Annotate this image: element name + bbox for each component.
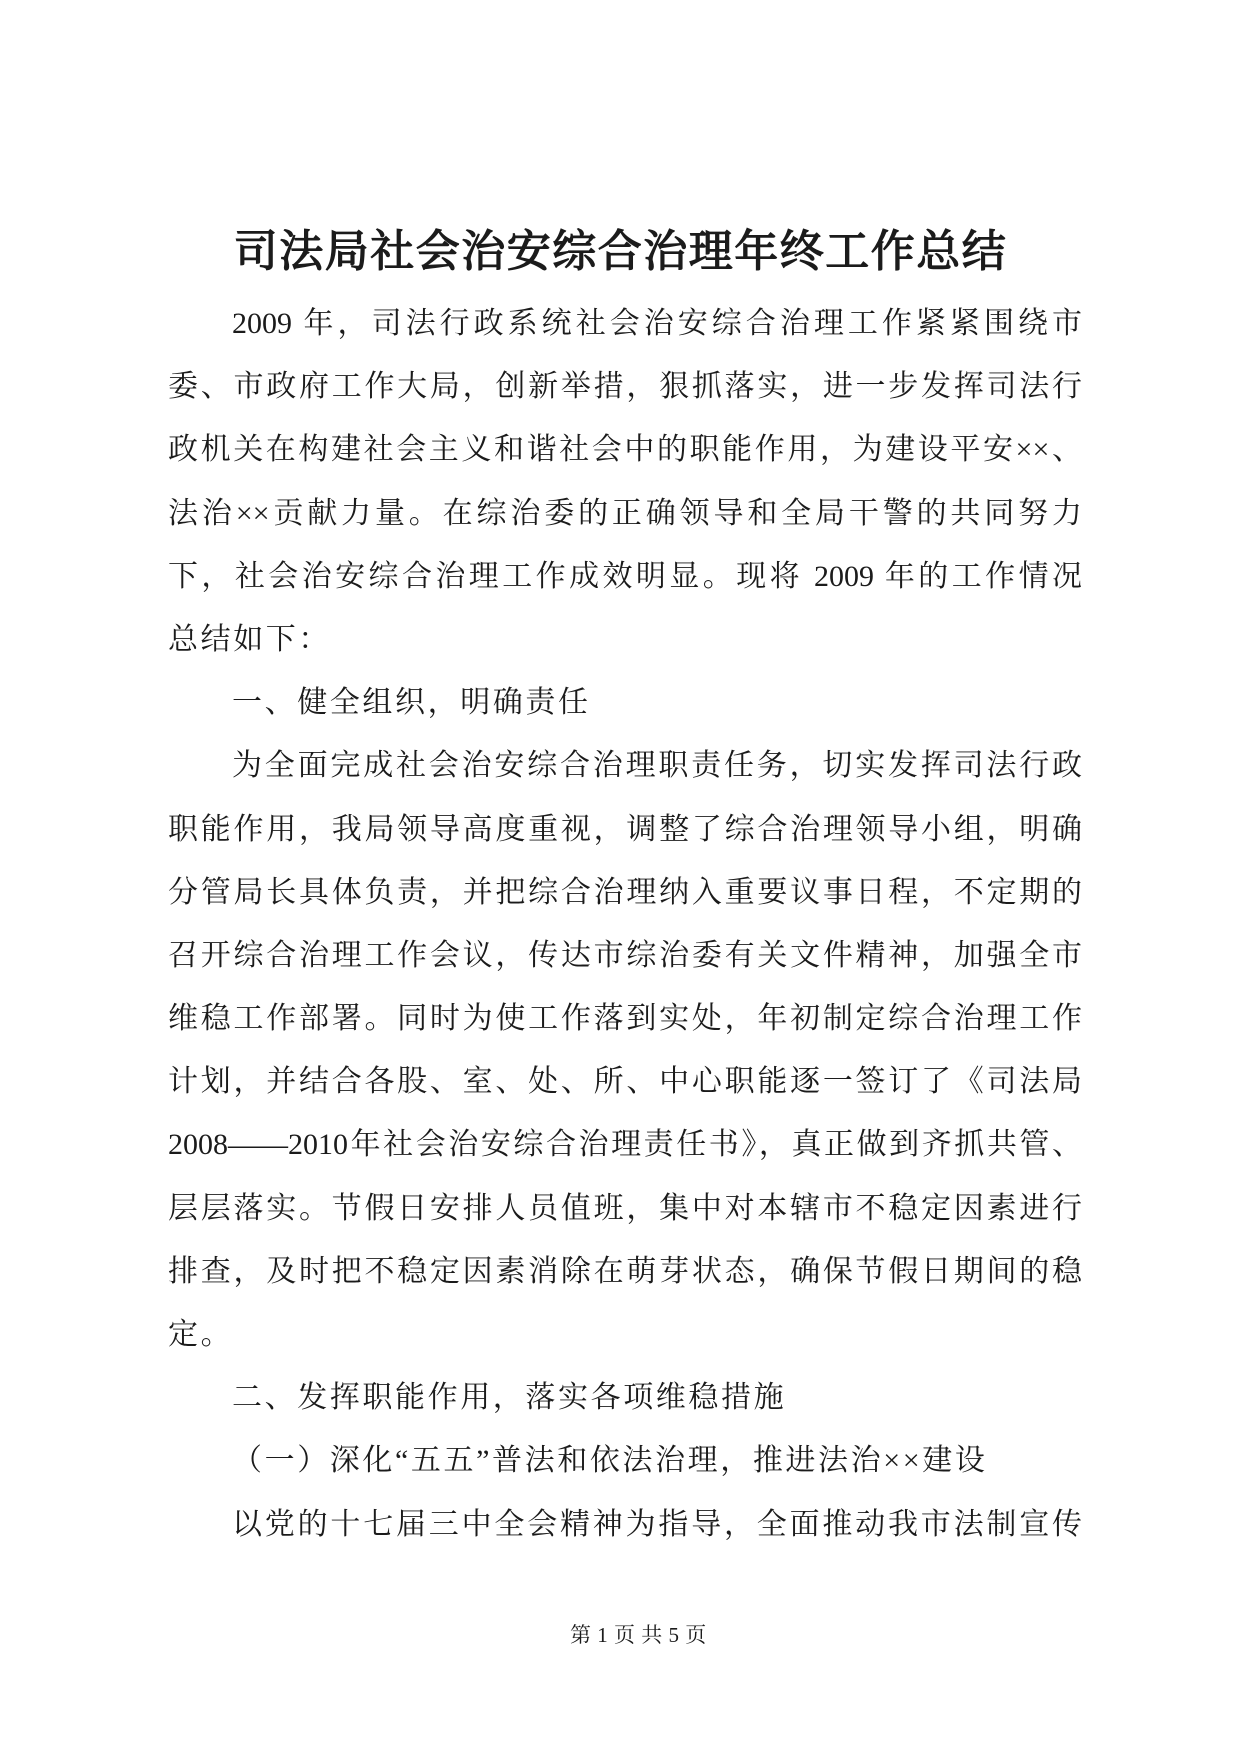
paragraph-line: 委、市政府工作大局，创新举措，狠抓落实，进一步发挥司法行	[168, 370, 1082, 404]
document-title: 司法局社会治安综合治理年终工作总结	[233, 227, 1008, 276]
page-footer: 第 1 页 共 5 页	[570, 1623, 707, 1647]
paragraph-line: 层层落实。节假日安排人员值班，集中对本辖市不稳定因素进行	[168, 1191, 1082, 1225]
subsection-heading: （一）深化“五五”普法和依法治理，推进法治××建设	[232, 1444, 988, 1478]
paragraph-line: 召开综合治理工作会议，传达市综治委有关文件精神，加强全市	[168, 938, 1082, 972]
section-heading: 二、发挥职能作用，落实各项维稳措施	[232, 1381, 787, 1415]
paragraph-line: 法治××贡献力量。在综治委的正确领导和全局干警的共同努力	[168, 496, 1082, 530]
paragraph-line: 为全面完成社会治安综合治理职责任务，切实发挥司法行政	[232, 749, 1082, 783]
paragraph-line: 以党的十七届三中全会精神为指导，全面推动我市法制宣传	[232, 1507, 1082, 1541]
paragraph-line: 职能作用，我局领导高度重视，调整了综合治理领导小组，明确	[168, 812, 1082, 846]
paragraph-line: 分管局长具体负责，并把综合治理纳入重要议事日程，不定期的	[168, 875, 1082, 909]
document-body	[168, 292, 1082, 1556]
paragraph-line: 排查，及时把不稳定因素消除在萌芽状态，确保节假日期间的稳	[168, 1254, 1082, 1288]
section-heading: 一、健全组织，明确责任	[232, 686, 591, 720]
paragraph-line: 计划，并结合各股、室、处、所、中心职能逐一签订了《司法局	[168, 1065, 1082, 1099]
paragraph-line: 总结如下：	[168, 622, 331, 656]
paragraph-line: 维稳工作部署。同时为使工作落到实处，年初制定综合治理工作	[168, 1002, 1082, 1036]
paragraph-line: 2009 年，司法行政系统社会治安综合治理工作紧紧围绕市	[232, 307, 1082, 340]
paragraph-line: 下，社会治安综合治理工作成效明显。现将 2009 年的工作情况	[168, 559, 1082, 593]
paragraph-line: 政机关在构建社会主义和谐社会中的职能作用，为建设平安××、	[168, 433, 1082, 467]
paragraph-line: 2008——2010年社会治安综合治理责任书》，真正做到齐抓共管、	[168, 1128, 1082, 1162]
paragraph-line: 定。	[168, 1318, 234, 1351]
